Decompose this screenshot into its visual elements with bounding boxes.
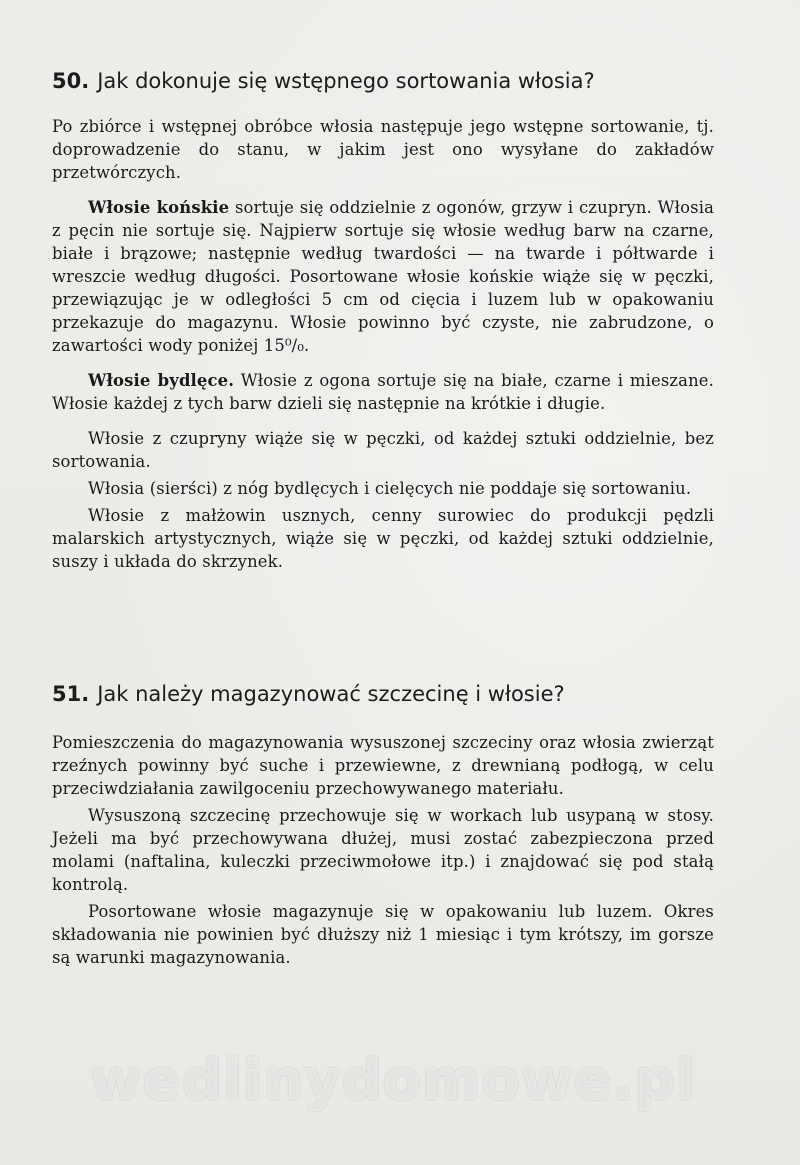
paragraph: Pomieszczenia do magazynowania wysuszonej szczeciny oraz włosia zwierząt rzeźnych powinny być suche i przewiewne, z drewnianą podłogą, w celu przeciwdziałania zawilgoceniu przechowywanego materiału. xyxy=(52,733,714,798)
watermark: wedlinydomowe.pl xyxy=(90,1048,697,1113)
paragraph: Wysuszoną szczecinę przechowuje się w workach lub usypaną w stosy. Jeżeli ma być przechowywana dłużej, musi zostać zabezpieczona przed molami (naftalina, kuleczki przeciwmołowe itp.) i znajdować się pod stałą kontrolą. xyxy=(52,806,714,894)
question-number: 51. xyxy=(52,682,90,706)
paragraph: Włosie z czupryny wiąże się w pęczki, od każdej sztuki oddzielnie, bez sortowania. xyxy=(52,429,714,471)
term-cattle-hair: Włosie bydlęce. xyxy=(88,371,235,390)
answer-50-body xyxy=(52,115,714,585)
question-number: 50. xyxy=(52,69,90,93)
paragraph: Po zbiórce i wstępnej obróbce włosia następuje jego wstępne sortowanie, tj. doprowadzenie do stanu, w jakim jest ono wysyłane do zakładów przetwórczych. xyxy=(52,117,714,182)
answer-51-body xyxy=(52,731,714,981)
question-title: Jak dokonuje się wstępnego sortowania włosia? xyxy=(97,69,595,93)
question-50-heading xyxy=(52,68,752,94)
question-51-heading xyxy=(52,681,752,707)
paragraph: Włosia (sierści) z nóg bydlęcych i cielęcych nie poddaje się sortowaniu. xyxy=(88,479,692,498)
paragraph-horse-hair: Włosie końskie sortuje się oddzielnie z ogonów, grzyw i czupryn. Włosia z pęcin nie sortuje się. Najpierw sortuje się włosie według barw na czarne, białe i brązowe; następnie według twardości — na twarde i półtwarde i wreszcie według długości. Posortowane włosie końskie wiąże się w pęczki, przewiązując je w odległości 5 cm od cięcia i luzem lub w opakowaniu przekazuje do magazynu. Włosie powinno być czyste, nie zabrudzone, o zawartości wody poniżej 15⁰/₀. xyxy=(52,198,715,355)
paragraph-cattle-hair: Włosie bydlęce. Włosie z ogona sortuje się na białe, czarne i mieszane. Włosie każdej z tych barw dzieli się następnie na krótkie i długie. xyxy=(52,371,715,413)
paragraph: Włosie z małżowin usznych, cenny surowiec do produkcji pędzli malarskich artystycznych, wiąże się w pęczki, od każdej sztuki oddzielnie, suszy i układa do skrzynek. xyxy=(52,506,714,571)
question-title: Jak należy magazynować szczecinę i włosie? xyxy=(97,682,565,706)
paragraph: Posortowane włosie magazynuje się w opakowaniu lub luzem. Okres składowania nie powinien być dłuższy niż 1 miesiąc i tym krótszy, im gorsze są warunki magazynowania. xyxy=(52,902,714,967)
term-horse-hair: Włosie końskie xyxy=(88,198,230,217)
